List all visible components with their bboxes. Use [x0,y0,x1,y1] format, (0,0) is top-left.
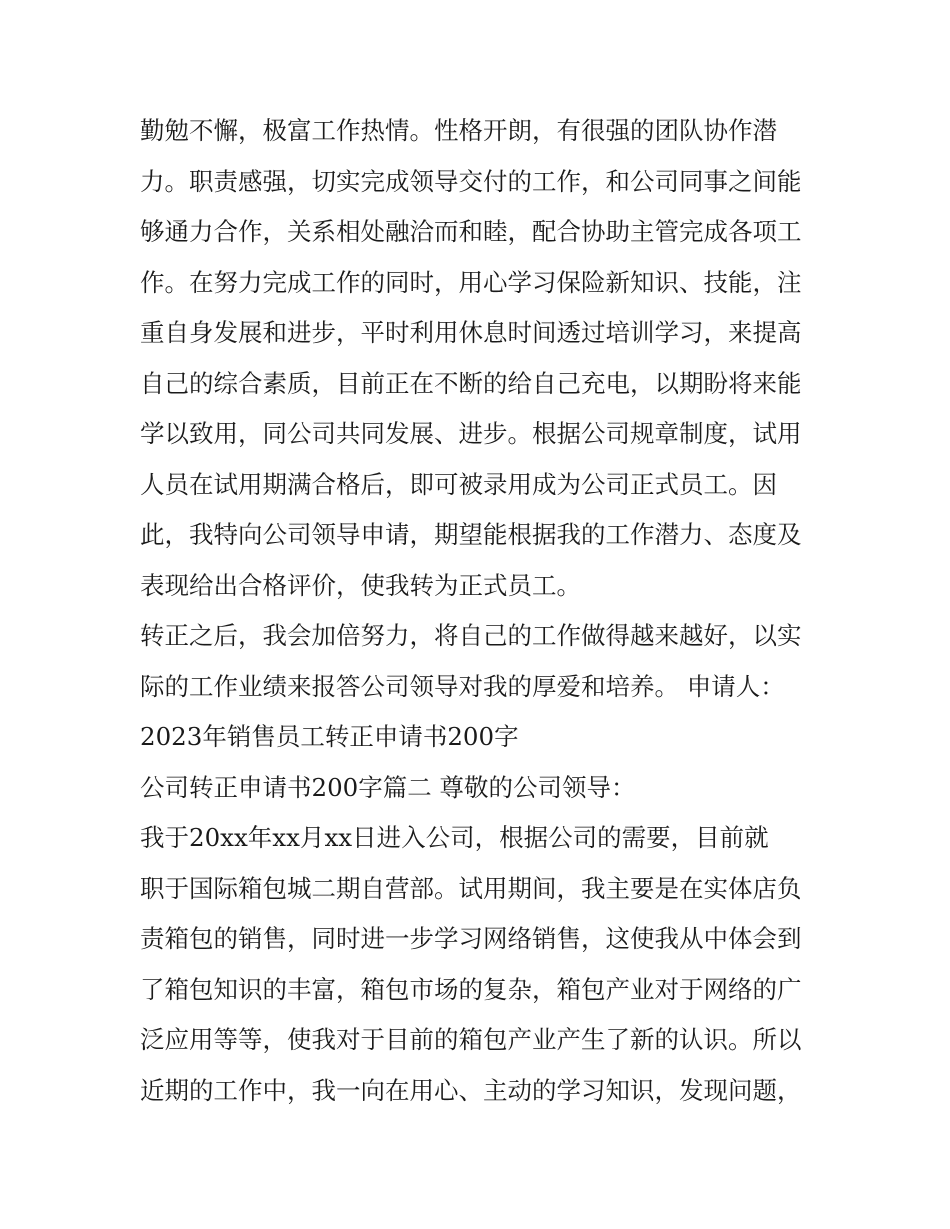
text-line: 力。职责感强，切实完成领导交付的工作，和公司同事之间能 [140,166,802,196]
text-line: 际的工作业绩来报答公司领导对我的厚爱和培养。 申请人： [140,671,785,701]
text-line: 转正之后，我会加倍努力，将自己的工作做得越来越好，以实 [140,621,802,650]
text-line: 职于国际箱包城二期自营部。试用期间，我主要是在实体店负 [140,873,802,903]
body-text [140,106,820,1116]
text-line: 近期的工作中，我一向在用心、主动的学习知识，发现问题， [140,1075,802,1105]
text-line: 人员在试用期满合格后，即可被录用成为公司正式员工。因 [140,469,777,499]
text-line: 勤勉不懈，极富工作热情。性格开朗，有很强的团队协作潜 [140,116,777,145]
text-line: 泛应用等等，使我对于目前的箱包产业产生了新的认识。所以 [140,1025,802,1054]
text-line: 够通力合作，关系相处融洽而和睦，配合协助主管完成各项工 [140,217,802,246]
text-line: 此，我特向公司领导申请，期望能根据我的工作潜力、态度及 [140,520,802,549]
text-line: 我于20xx年xx月xx日进入公司，根据公司的需要，目前就 [140,823,769,852]
text-line: 重自身发展和进步，平时利用休息时间透过培训学习，来提高 [140,318,802,347]
text-line: 自己的综合素质，目前正在不断的给自己充电，以期盼将来能 [140,368,802,398]
text-line: 学以致用，同公司共同发展、进步。根据公司规章制度，试用 [140,419,802,448]
text-line: 作。在努力完成工作的同时，用心学习保险新知识、技能，注 [140,267,802,297]
text-line: 责箱包的销售，同时进一步学习网络销售，这使我从中体会到 [140,924,802,953]
text-line: 表现给出合格评价，使我转为正式员工。 [140,570,581,600]
section-heading: 2023年销售员工转正申请书200字 [140,722,519,751]
text-line: 了箱包知识的丰富，箱包市场的复杂，箱包产业对于网络的广 [140,974,802,1004]
text-line: 公司转正申请书200字篇二 尊敬的公司领导： [140,772,636,802]
